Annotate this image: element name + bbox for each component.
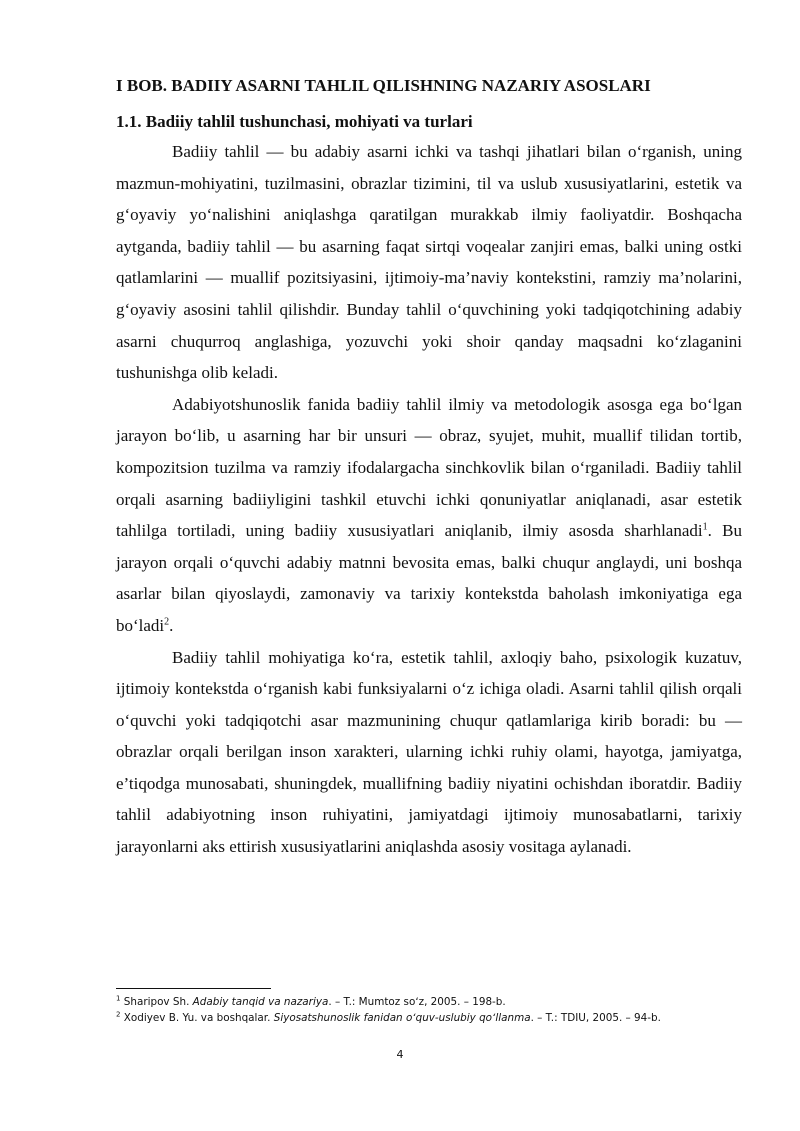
page-number: 4 — [396, 1048, 404, 1061]
footnote-publication: . – T.: Mumtoz soʻz, 2005. – 198-b. — [328, 996, 506, 1008]
footnote-title: Adabiy tanqid va nazariya — [192, 996, 329, 1008]
footnote-author: Sharipov Sh. — [120, 996, 193, 1008]
paragraph-text: Adabiyotshunoslik fanida badiiy tahlil ilmiy va metodologik asosga ega boʻlgan jarayon boʻlib, u asarning har bir unsuri — obraz, syujet, muhit, muallif tilidan tortib, kompozitsion tuzilma va ramziy ifodalargacha sinchkovlik bilan oʻrganiladi. Badiiy tahlil orqali asarning badiiyligini tashkil etuvchi ichki qonuniyatlar aniqlanadi, asar estetik tahlilga tortiladi, uning badiiy xususiyatlari aniqlanib, ilmiy asosda sharhlanadi — [116, 394, 742, 541]
footnote-number: 1 — [116, 994, 121, 1003]
paragraph-text: . Bu jarayon orqali oʻquvchi adabiy matnni bevosita emas, balki chuqur anglaydi, uni boshqa asarlar bilan qiyoslaydi, zamonaviy va tarixiy kontekstda baholash imkoniyatiga ega boʻladi — [116, 521, 742, 635]
footnote-title: Siyosatshunoslik fanidan oʻquv-uslubiy qoʻllanma — [273, 1012, 531, 1024]
footnote-ref[interactable]: 1 — [702, 521, 708, 533]
paragraph-text: . — [169, 615, 174, 635]
paragraph-definition: Badiiy tahlil — bu adabiy asarni ichki va tashqi jihatlari bilan oʻrganish, uning mazmun-mohiyatini, tuzilmasini, obrazlar tizimini, til va uslub xususiyatlarini, estetik va gʻoyaviy yoʻnalishini aniqlashga qaratilgan murakkab ilmiy faoliyatdir. Boshqacha aytganda, badiiy tahlil — bu asarning faqat sirtqi voqealar zanjiri emas, balki uning ostki qatlamlarini — muallif pozitsiyasini, ijtimoiy-ma’naviy kontekstini, ramziy ma’nolarini, gʻoyaviy asosini tahlil qilishdir. Bunday tahlil oʻquvchining yoki tadqiqotchining adabiy asarni chuqurroq anglashiga, yozuvchi yoki shoir qanday maqsadni koʻzlaganini tushunishga olib keladi. — [116, 142, 742, 383]
document-body — [116, 72, 742, 863]
section-title: 1.1. Badiiy tahlil tushunchasi, mohiyati va turlari — [116, 112, 473, 131]
footnotes — [116, 988, 742, 1026]
footnote-2 — [116, 1010, 742, 1026]
footnote-publication: . – T.: TDIU, 2005. – 94-b. — [530, 1012, 661, 1024]
paragraph-methodology — [116, 389, 742, 642]
footnote-1 — [116, 994, 742, 1010]
paragraph-essence: Badiiy tahlil mohiyatiga koʻra, estetik tahlil, axloqiy baho, psixologik kuzatuv, ijtimoiy kontekstda oʻrganish kabi funksiyalarni oʻz ichiga oladi. Asarni tahlil qilish orqali oʻquvchi yoki tadqiqotchi asar mazmunining chuqur qatlamlariga kirib boradi: bu — obrazlar orqali berilgan inson xarakteri, ularning ichki ruhiy olami, hayotga, jamiyatga, e’tiqodga munosabati, shuningdek, muallifning badiiy niyatini ochishdan iboratdir. Badiiy tahlil adabiyotning inson ruhiyatini, jamiyatdagi ijtimoiy munosabatlarni, tarixiy jarayonlarni aks ettirish xususiyatlarini aniqlashda asosiy vositaga aylanadi. — [116, 647, 742, 857]
footnote-separator — [116, 988, 271, 989]
footnote-ref[interactable]: 2 — [164, 616, 170, 628]
footnote-number: 2 — [116, 1010, 121, 1019]
footnote-author: Xodiyev B. Yu. va boshqalar. — [120, 1012, 274, 1024]
chapter-title: I BOB. BADIIY ASARNI TAHLIL QILISHNING NAZARIY ASOSLARI — [116, 76, 651, 95]
